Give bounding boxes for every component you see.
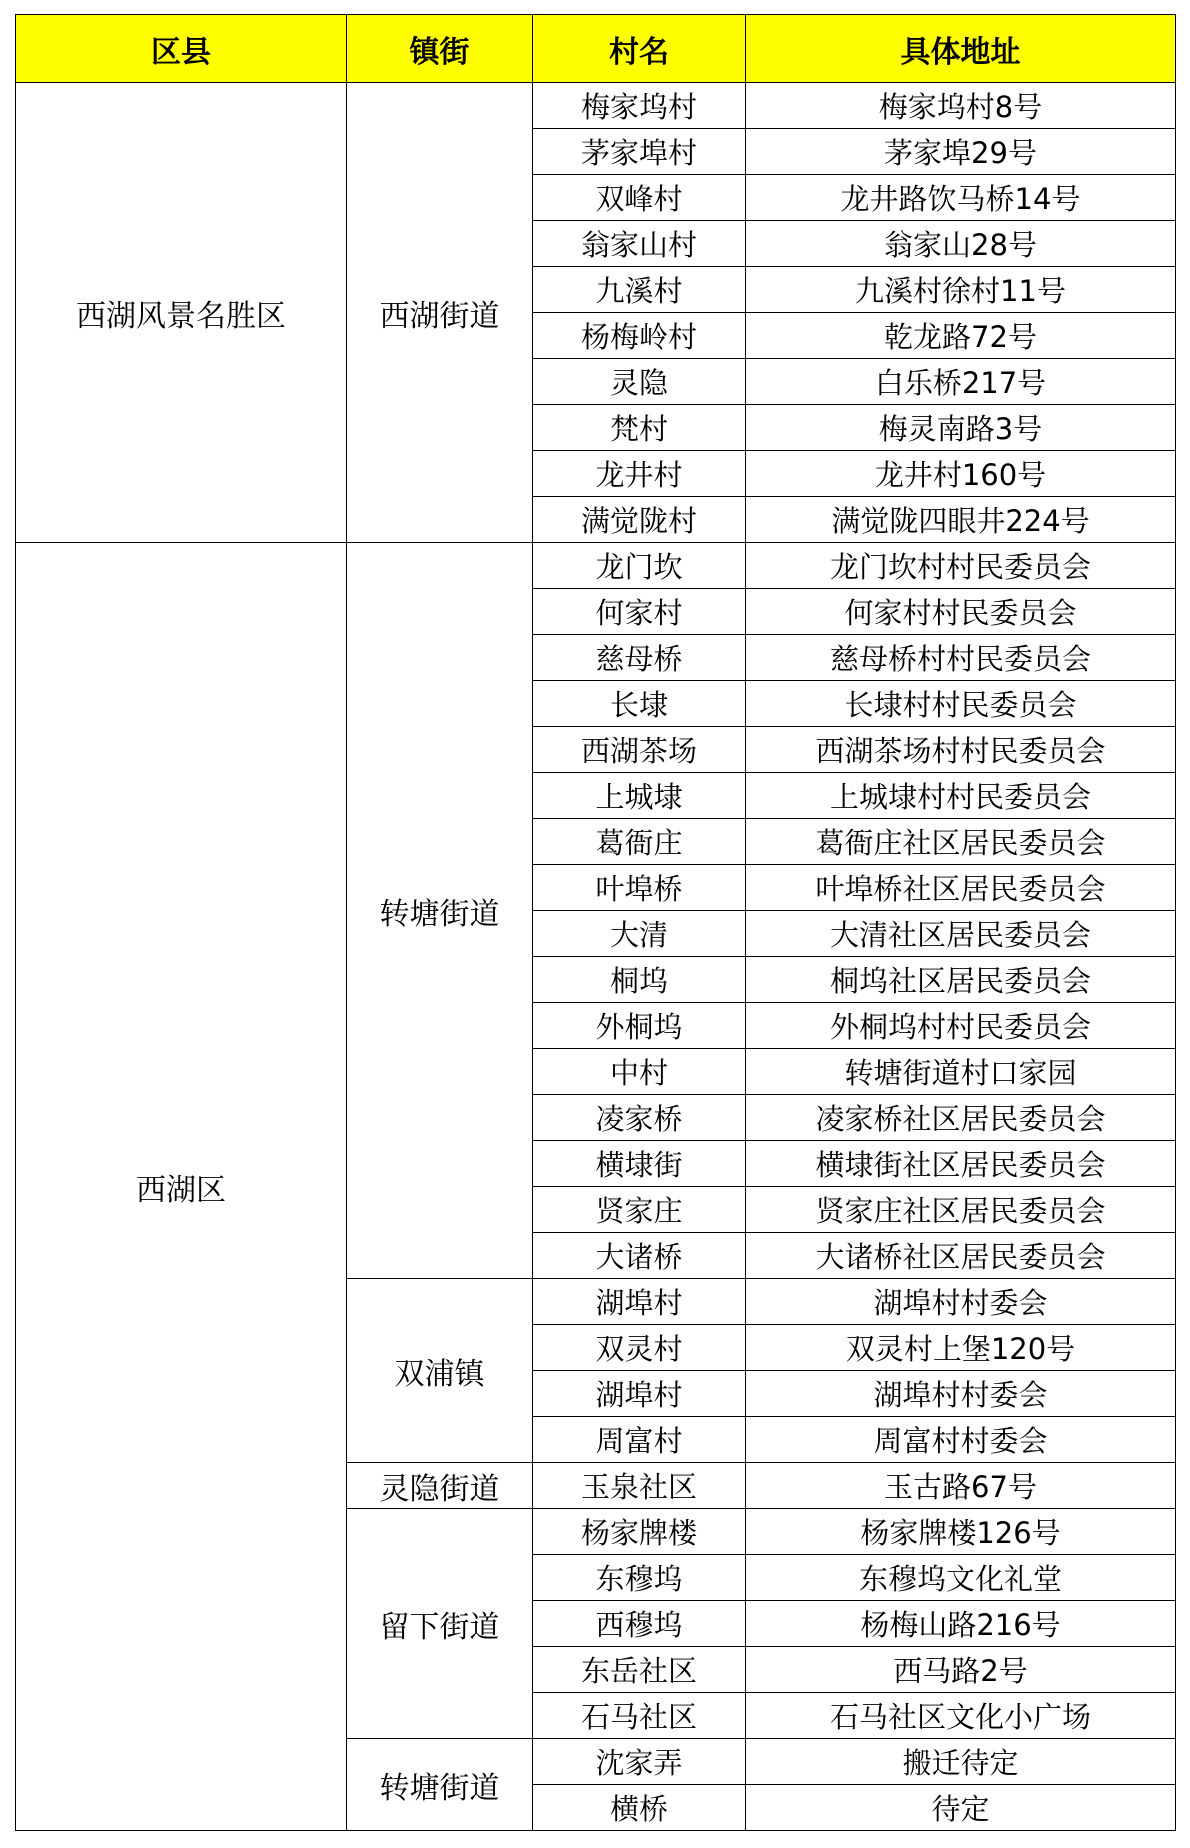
address-cell: 凌家桥社区居民委员会 bbox=[746, 1095, 1176, 1141]
village-cell: 湖埠村 bbox=[533, 1371, 746, 1417]
table-row bbox=[16, 83, 1176, 129]
address-cell: 双灵村上堡120号 bbox=[746, 1325, 1176, 1371]
village-cell: 叶埠桥 bbox=[533, 865, 746, 911]
address-cell: 周富村村委会 bbox=[746, 1417, 1176, 1463]
header-district: 区县 bbox=[16, 15, 347, 83]
village-cell: 梅家坞村 bbox=[533, 83, 746, 129]
village-cell: 凌家桥 bbox=[533, 1095, 746, 1141]
village-cell: 葛衙庄 bbox=[533, 819, 746, 865]
address-cell: 西湖茶场村村民委员会 bbox=[746, 727, 1176, 773]
address-cell: 乾龙路72号 bbox=[746, 313, 1176, 359]
address-cell: 待定 bbox=[746, 1785, 1176, 1831]
village-cell: 桐坞 bbox=[533, 957, 746, 1003]
address-cell: 何家村村民委员会 bbox=[746, 589, 1176, 635]
village-cell: 双峰村 bbox=[533, 175, 746, 221]
address-cell: 杨梅山路216号 bbox=[746, 1601, 1176, 1647]
address-cell: 葛衙庄社区居民委员会 bbox=[746, 819, 1176, 865]
address-cell: 慈母桥村村民委员会 bbox=[746, 635, 1176, 681]
header-row bbox=[16, 15, 1176, 83]
village-cell: 湖埠村 bbox=[533, 1279, 746, 1325]
village-cell: 何家村 bbox=[533, 589, 746, 635]
district-cell: 西湖区 bbox=[16, 543, 347, 1831]
address-cell: 长埭村村民委员会 bbox=[746, 681, 1176, 727]
village-cell: 翁家山村 bbox=[533, 221, 746, 267]
address-cell: 梅灵南路3号 bbox=[746, 405, 1176, 451]
village-cell: 梵村 bbox=[533, 405, 746, 451]
address-cell: 龙井村160号 bbox=[746, 451, 1176, 497]
address-cell: 茅家埠29号 bbox=[746, 129, 1176, 175]
village-cell: 灵隐 bbox=[533, 359, 746, 405]
address-cell: 玉古路67号 bbox=[746, 1463, 1176, 1509]
address-cell: 横埭街社区居民委员会 bbox=[746, 1141, 1176, 1187]
table-row bbox=[16, 543, 1176, 589]
address-cell: 龙门坎村村民委员会 bbox=[746, 543, 1176, 589]
address-cell: 上城埭村村民委员会 bbox=[746, 773, 1176, 819]
village-cell: 西湖茶场 bbox=[533, 727, 746, 773]
village-cell: 龙井村 bbox=[533, 451, 746, 497]
village-cell: 中村 bbox=[533, 1049, 746, 1095]
address-cell: 东穆坞文化礼堂 bbox=[746, 1555, 1176, 1601]
address-cell: 梅家坞村8号 bbox=[746, 83, 1176, 129]
address-cell: 桐坞社区居民委员会 bbox=[746, 957, 1176, 1003]
address-cell: 湖埠村村委会 bbox=[746, 1279, 1176, 1325]
village-cell: 龙门坎 bbox=[533, 543, 746, 589]
header-town: 镇街 bbox=[347, 15, 533, 83]
table-container bbox=[15, 14, 1175, 1831]
town-cell: 转塘街道 bbox=[347, 1739, 533, 1831]
district-cell: 西湖风景名胜区 bbox=[16, 83, 347, 543]
address-cell: 搬迁待定 bbox=[746, 1739, 1176, 1785]
village-cell: 双灵村 bbox=[533, 1325, 746, 1371]
village-cell: 杨梅岭村 bbox=[533, 313, 746, 359]
address-cell: 贤家庄社区居民委员会 bbox=[746, 1187, 1176, 1233]
table-body bbox=[16, 83, 1176, 1831]
address-cell: 翁家山28号 bbox=[746, 221, 1176, 267]
village-cell: 大清 bbox=[533, 911, 746, 957]
village-cell: 九溪村 bbox=[533, 267, 746, 313]
village-cell: 贤家庄 bbox=[533, 1187, 746, 1233]
town-cell: 转塘街道 bbox=[347, 543, 533, 1279]
address-cell: 杨家牌楼126号 bbox=[746, 1509, 1176, 1555]
village-cell: 外桐坞 bbox=[533, 1003, 746, 1049]
village-cell: 东穆坞 bbox=[533, 1555, 746, 1601]
address-cell: 外桐坞村村民委员会 bbox=[746, 1003, 1176, 1049]
town-cell: 灵隐街道 bbox=[347, 1463, 533, 1509]
village-cell: 长埭 bbox=[533, 681, 746, 727]
village-cell: 石马社区 bbox=[533, 1693, 746, 1739]
header-village: 村名 bbox=[533, 15, 746, 83]
address-cell: 转塘街道村口家园 bbox=[746, 1049, 1176, 1095]
address-cell: 湖埠村村委会 bbox=[746, 1371, 1176, 1417]
village-cell: 茅家埠村 bbox=[533, 129, 746, 175]
village-cell: 东岳社区 bbox=[533, 1647, 746, 1693]
address-cell: 叶埠桥社区居民委员会 bbox=[746, 865, 1176, 911]
village-cell: 上城埭 bbox=[533, 773, 746, 819]
village-cell: 杨家牌楼 bbox=[533, 1509, 746, 1555]
village-address-table bbox=[15, 14, 1176, 1831]
village-cell: 横埭街 bbox=[533, 1141, 746, 1187]
village-cell: 沈家弄 bbox=[533, 1739, 746, 1785]
town-cell: 留下街道 bbox=[347, 1509, 533, 1739]
village-cell: 慈母桥 bbox=[533, 635, 746, 681]
village-cell: 横桥 bbox=[533, 1785, 746, 1831]
address-cell: 石马社区文化小广场 bbox=[746, 1693, 1176, 1739]
village-cell: 大诸桥 bbox=[533, 1233, 746, 1279]
address-cell: 大清社区居民委员会 bbox=[746, 911, 1176, 957]
village-cell: 玉泉社区 bbox=[533, 1463, 746, 1509]
address-cell: 大诸桥社区居民委员会 bbox=[746, 1233, 1176, 1279]
address-cell: 满觉陇四眼井224号 bbox=[746, 497, 1176, 543]
address-cell: 九溪村徐村11号 bbox=[746, 267, 1176, 313]
village-cell: 西穆坞 bbox=[533, 1601, 746, 1647]
address-cell: 西马路2号 bbox=[746, 1647, 1176, 1693]
village-cell: 满觉陇村 bbox=[533, 497, 746, 543]
address-cell: 龙井路饮马桥14号 bbox=[746, 175, 1176, 221]
town-cell: 双浦镇 bbox=[347, 1279, 533, 1463]
town-cell: 西湖街道 bbox=[347, 83, 533, 543]
address-cell: 白乐桥217号 bbox=[746, 359, 1176, 405]
header-address: 具体地址 bbox=[746, 15, 1176, 83]
village-cell: 周富村 bbox=[533, 1417, 746, 1463]
